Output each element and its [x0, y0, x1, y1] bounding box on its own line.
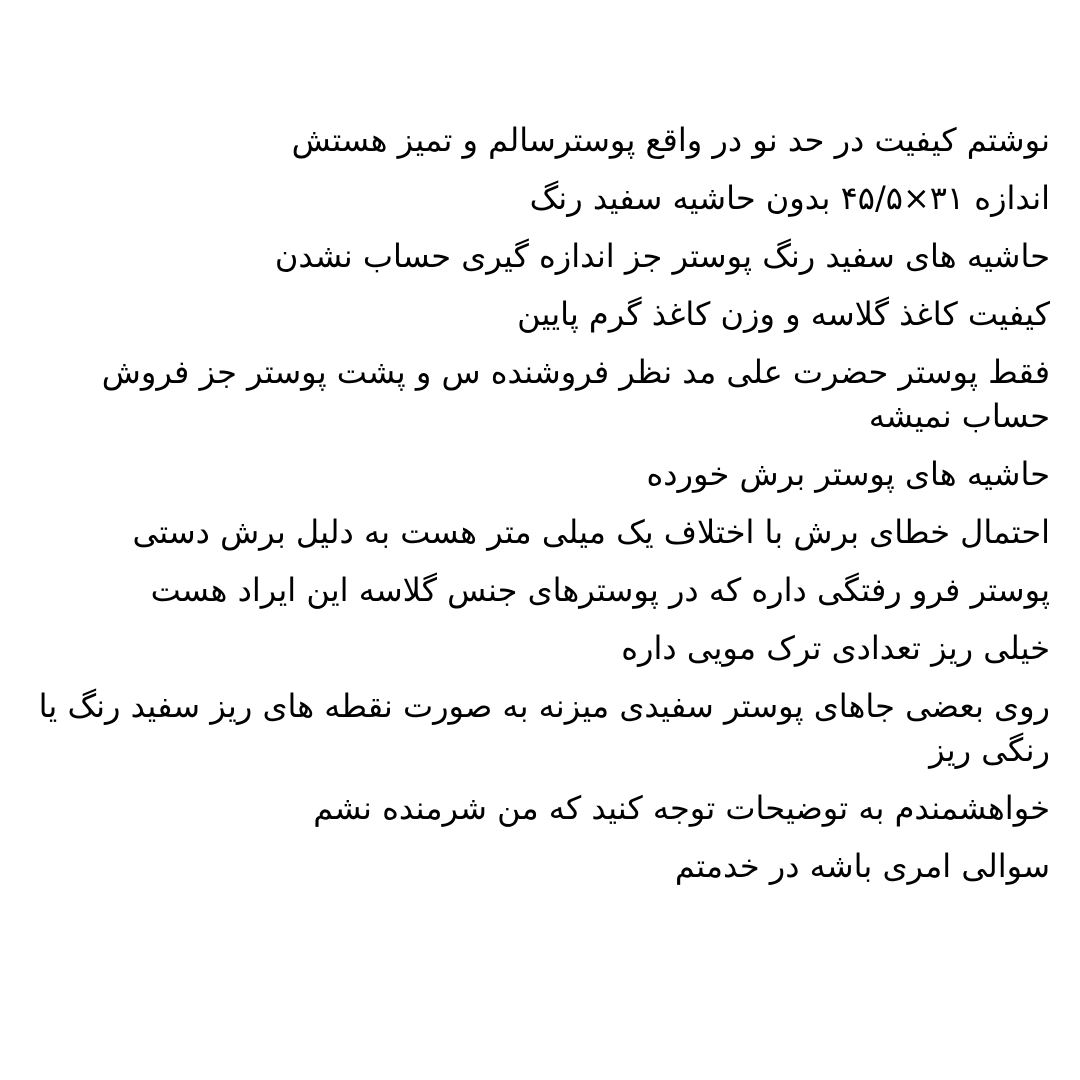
paragraph-trimmed-edges: حاشیه های پوستر برش خورده	[646, 455, 1050, 493]
paragraph-paper-quality: کیفیت کاغذ گلاسه و وزن کاغذ گرم پایین	[517, 295, 1050, 333]
paragraph-poster-subject: فقط پوستر حضرت علی مد نظر فروشنده س و پشت پوستر جز فروش حساب نمیشه	[101, 353, 1050, 435]
paragraph-white-spots: روی بعضی جاهای پوستر سفیدی میزنه به صورت نقطه های ریز سفید رنگ یا رنگی ریز	[38, 687, 1050, 769]
document-body	[30, 118, 1050, 902]
paragraph-cut-error: احتمال خطای برش با اختلاف یک میلی متر هست به دلیل برش دستی	[132, 513, 1050, 551]
paragraph-dents: پوستر فرو رفتگی داره که در پوسترهای جنس گلاسه این ایراد هست	[150, 571, 1050, 609]
paragraph-margins: حاشیه های سفید رنگ پوستر جز اندازه گیری حساب نشدن	[274, 237, 1050, 275]
paragraph-condition: نوشتم کیفیت در حد نو در واقع پوسترسالم و تمیز هستش	[291, 121, 1050, 159]
paragraph-request: خواهشمندم به توضیحات توجه کنید که من شرمنده نشم	[313, 789, 1050, 827]
paragraph-hairline-cracks: خیلی ریز تعدادی ترک مویی داره	[621, 629, 1050, 667]
paragraph-size: اندازه ۳۱×۴۵/۵ بدون حاشیه سفید رنگ	[529, 179, 1050, 217]
paragraph-closing: سوالی امری باشه در خدمتم	[674, 847, 1050, 885]
